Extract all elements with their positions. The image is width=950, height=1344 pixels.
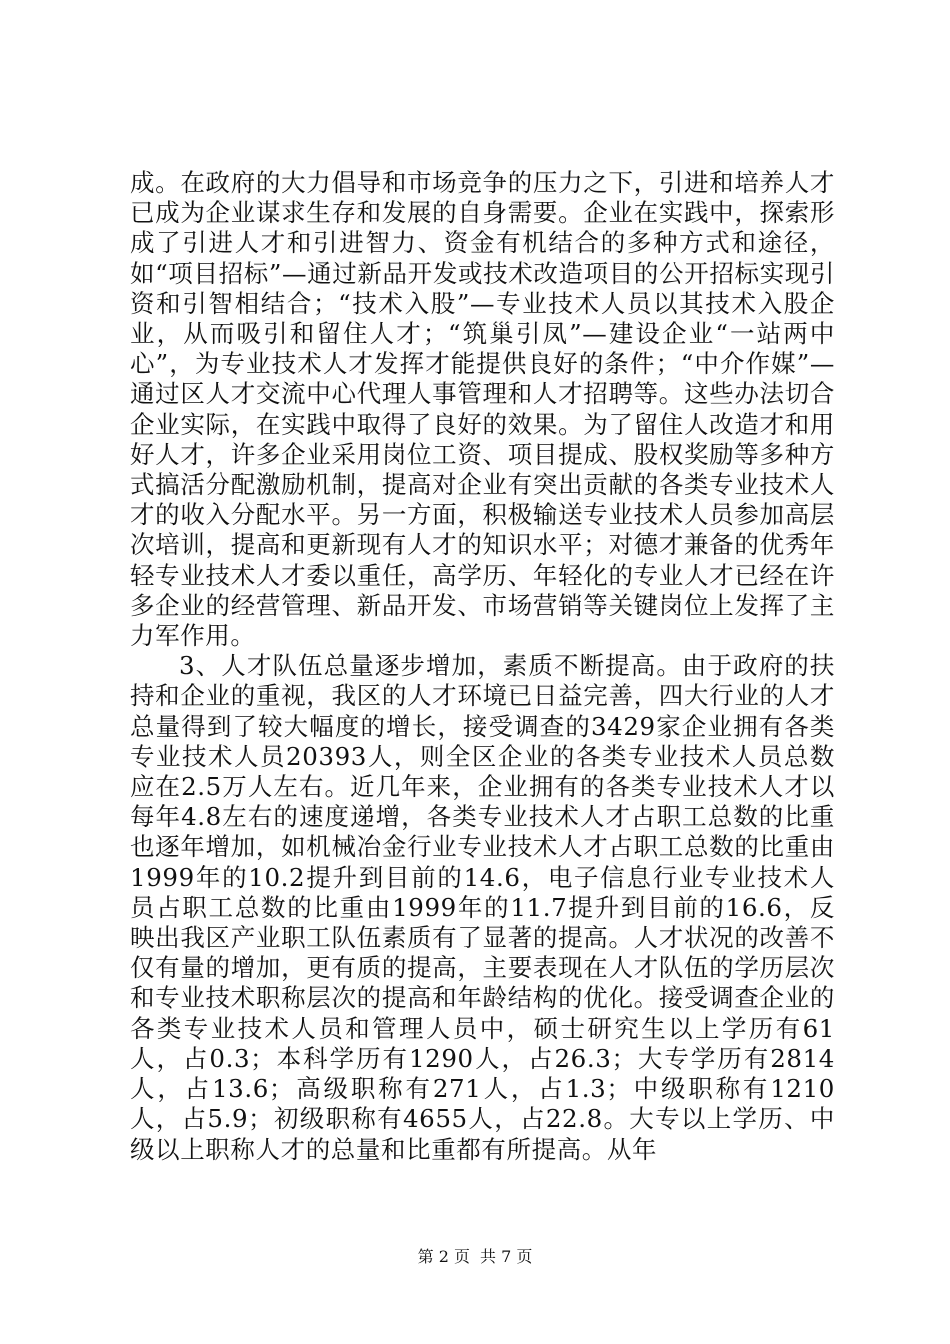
paragraph-1: 成。在政府的大力倡导和市场竞争的压力之下，引进和培养人才已成为企业谋求生存和发展的自身需要。企业在实践中，探索形成了引进人才和引进智力、资金有机结合的多种方式和途径，如“项目招标”—通过新品开发或技术改造项目的公开招标实现引资和引智相结合；“技术入股”—专业技术人员以其技术入股企业，从而吸引和留住人才；“筑巢引凤”—建设企业“一站两中心”，为专业技术人才发挥才能提供良好的条件；“中介作媒”—通过区人才交流中心代理人事管理和人才招聘等。这些办法切合企业实际，在实践中取得了良好的效果。为了留住人改造才和用好人才，许多企业采用岗位工资、项目提成、股权奖励等多种方式搞活分配激励机制，提高对企业有突出贡献的各类专业技术人才的收入分配水平。另一方面，积极输送专业技术人员参加高层次培训，提高和更新现有人才的知识水平；对德才兼备的优秀年轻专业技术人才委以重任，高学历、年轻化的专业人才已经在许多企业的经营管理、新品开发、市场营销等关键岗位上发挥了主力军作用。 [130,168,835,651]
document-body [130,168,835,1165]
page-total: 共 7 页 [480,1247,533,1266]
page-footer [0,1244,950,1267]
page-number: 第 2 页 [417,1247,470,1266]
paragraph-2: 3、人才队伍总量逐步增加，素质不断提高。由于政府的扶持和企业的重视，我区的人才环境已日益完善，四大行业的人才总量得到了较大幅度的增长，接受调查的3429家企业拥有各类专业技术人员20393人，则全区企业的各类专业技术人员总数应在2.5万人左右。近几年来，企业拥有的各类专业技术人才以每年4.8左右的速度递增，各类专业技术人才占职工总数的比重也逐年增加，如机械冶金行业专业技术人才占职工总数的比重由1999年的10.2提升到目前的14.6，电子信息行业专业技术人员占职工总数的比重由1999年的11.7提升到目前的16.6，反映出我区产业职工队伍素质有了显著的提高。人才状况的改善不仅有量的增加，更有质的提高，主要表现在人才队伍的学历层次和专业技术职称层次的提高和年龄结构的优化。接受调查企业的各类专业技术人员和管理人员中，硕士研究生以上学历有61人，占0.3；本科学历有1290人，占26.3；大专学历有2814人，占13.6；高级职称有271人，占1.3；中级职称有1210人，占5.9；初级职称有4655人，占22.8。大专以上学历、中级以上职称人才的总量和比重都有所提高。从年 [130,651,835,1164]
